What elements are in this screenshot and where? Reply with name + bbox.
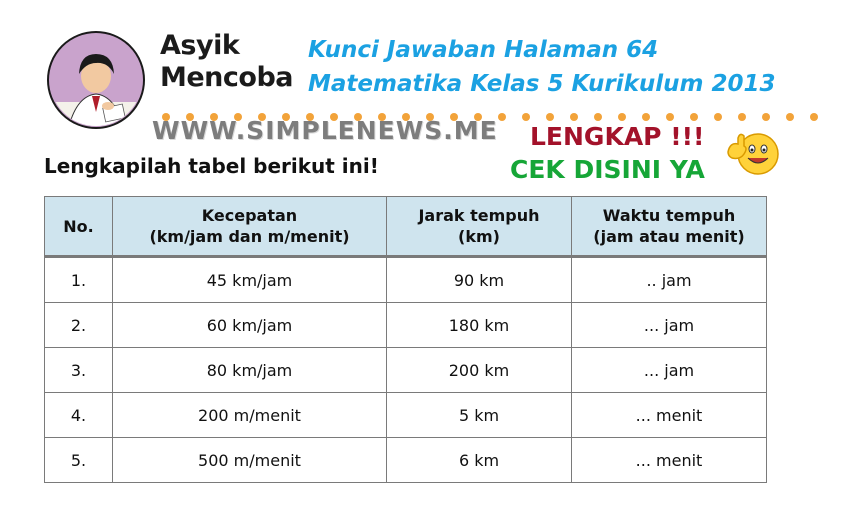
cell-kecepatan: 60 km/jam <box>113 303 387 348</box>
header-jarak <box>387 197 572 257</box>
headline-line-2: Matematika Kelas 5 Kurikulum 2013 <box>308 71 776 97</box>
header-kecepatan <box>113 197 387 257</box>
cell-jarak: 5 km <box>387 393 572 438</box>
brand-line-1: Asyik <box>160 30 240 61</box>
header-label: Waktu tempuh <box>602 206 736 225</box>
header-no <box>45 197 113 257</box>
cell-waktu: ... menit <box>572 438 767 483</box>
cell-jarak: 200 km <box>387 348 572 393</box>
cell-jarak: 90 km <box>387 257 572 303</box>
table-row <box>45 438 767 483</box>
header-no-label: No. <box>63 216 94 236</box>
table-row <box>45 393 767 438</box>
cell-no: 3. <box>45 348 113 393</box>
table-header-row <box>45 197 767 257</box>
cell-kecepatan: 200 m/menit <box>113 393 387 438</box>
headline-line-1: Kunci Jawaban Halaman 64 <box>308 37 659 63</box>
cell-no: 1. <box>45 257 113 303</box>
header-waktu <box>572 197 767 257</box>
table-row <box>45 303 767 348</box>
header-label: Kecepatan <box>201 206 298 225</box>
cell-waktu: ... menit <box>572 393 767 438</box>
header-sublabel: (km/jam dan m/menit) <box>149 227 350 246</box>
brand-line-2: Mencoba <box>160 62 294 93</box>
cell-waktu: ... jam <box>572 348 767 393</box>
section-title <box>160 30 293 94</box>
cell-kecepatan: 80 km/jam <box>113 348 387 393</box>
cell-jarak: 180 km <box>387 303 572 348</box>
thumbs-up-smiley-icon <box>726 124 782 180</box>
cell-no: 4. <box>45 393 113 438</box>
cell-kecepatan: 45 km/jam <box>113 257 387 303</box>
student-avatar <box>46 30 146 130</box>
cell-waktu: ... jam <box>572 303 767 348</box>
cell-jarak: 6 km <box>387 438 572 483</box>
header-sublabel: (km) <box>458 227 500 246</box>
headline <box>308 33 776 101</box>
cell-waktu: .. jam <box>572 257 767 303</box>
instruction-text: Lengkapilah tabel berikut ini! <box>44 154 379 178</box>
cell-kecepatan: 500 m/menit <box>113 438 387 483</box>
speed-distance-table <box>44 196 767 483</box>
table-row <box>45 257 767 303</box>
table-row <box>45 348 767 393</box>
cell-no: 5. <box>45 438 113 483</box>
header-label: Jarak tempuh <box>418 206 540 225</box>
website-watermark: WWW.SIMPLENEWS.ME <box>152 116 498 145</box>
header-sublabel: (jam atau menit) <box>593 227 745 246</box>
promo-lengkap: LENGKAP !!! <box>530 122 705 151</box>
promo-cek-disini: CEK DISINI YA <box>510 155 705 184</box>
cell-no: 2. <box>45 303 113 348</box>
